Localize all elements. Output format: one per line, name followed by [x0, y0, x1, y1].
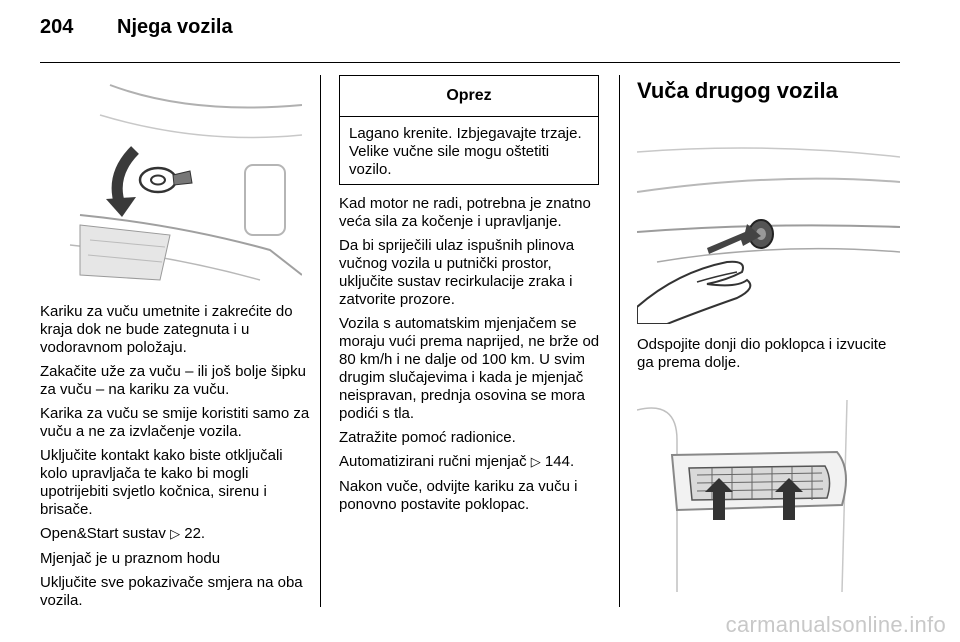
paragraph: Da bi spriječili ulaz ispušnih plinova vučnog vozila u putnički prostor, uključite sustav recirkulacije zraka i zatvorite prozore.: [339, 237, 575, 308]
reference-page[interactable]: 22.: [184, 525, 206, 542]
paragraph: Zakačite uže za vuču – ili još bolje šipku za vuču – na kariku za vuču.: [40, 363, 306, 398]
paragraph: Vozila s automatskim mjenjačem se moraju vući prema naprijed, ne brže od 80 km/h i ne dalje od 100 km. U svim drugim slučajevima i kada je mjenjač neispravan, prednja osovina se mora podići s tla.: [339, 315, 600, 422]
column-divider-1: [320, 75, 321, 607]
caution-title: Oprez: [340, 76, 598, 117]
reference-text: Open&Start sustav: [40, 525, 166, 542]
page-reference-icon: ▷: [530, 455, 541, 470]
paragraph: Kad motor ne radi, potrebna je znatno veća sila za kočenje i upravljanje.: [339, 195, 591, 230]
paragraph: Karika za vuču se smije koristiti samo za vuču a ne za izvlačenje vozila.: [40, 405, 310, 440]
rear-cover-illustration: [637, 112, 900, 324]
paragraph-reference: [40, 525, 312, 544]
page-reference-icon: ▷: [170, 527, 181, 542]
reference-page[interactable]: 144.: [544, 453, 575, 470]
paragraph: Zatražite pomoć radionice.: [339, 429, 516, 446]
section-title: Njega vozila: [117, 16, 233, 38]
tow-eye-illustration: [40, 75, 302, 287]
page-number: 204: [40, 16, 74, 38]
page-header: [40, 16, 233, 46]
reference-text: Automatizirani ručni mjenjač: [339, 453, 527, 470]
paragraph: Odspojite donji dio poklopca i izvucite ga prema dolje.: [637, 336, 887, 371]
paragraph-reference: [339, 453, 609, 472]
paragraph: Kariku za vuču umetnite i zakrećite do kraja dok ne bude zategnuta i u vodoravnom položaju.: [40, 303, 293, 356]
paragraph: Uključite sve pokazivače smjera na oba vozila.: [40, 574, 303, 609]
paragraph: Uključite kontakt kako biste otključali kolo upravljača te kako bi mogli upotrijebiti svjetlo kočnica, sirenu i brisače.: [40, 447, 283, 518]
section-heading: Vuča drugog vozila: [637, 78, 838, 103]
paragraph: Nakon vuče, odvijte kariku za vuču i ponovno postavite poklopac.: [339, 478, 578, 513]
column-2-text: [339, 195, 609, 520]
column-1-text: [40, 303, 312, 616]
watermark: carmanualsonline.info: [725, 612, 946, 637]
caution-box: [339, 75, 599, 185]
caution-text: Lagano krenite. Izbjegavajte trzaje. Velike vučne sile mogu oštetiti vozilo.: [349, 125, 582, 178]
header-rule: [40, 62, 900, 63]
paragraph: Mjenjač je u praznom hodu: [40, 550, 221, 567]
column-divider-2: [619, 75, 620, 607]
grille-cover-illustration: [637, 380, 900, 592]
column-3-text: [637, 336, 905, 378]
